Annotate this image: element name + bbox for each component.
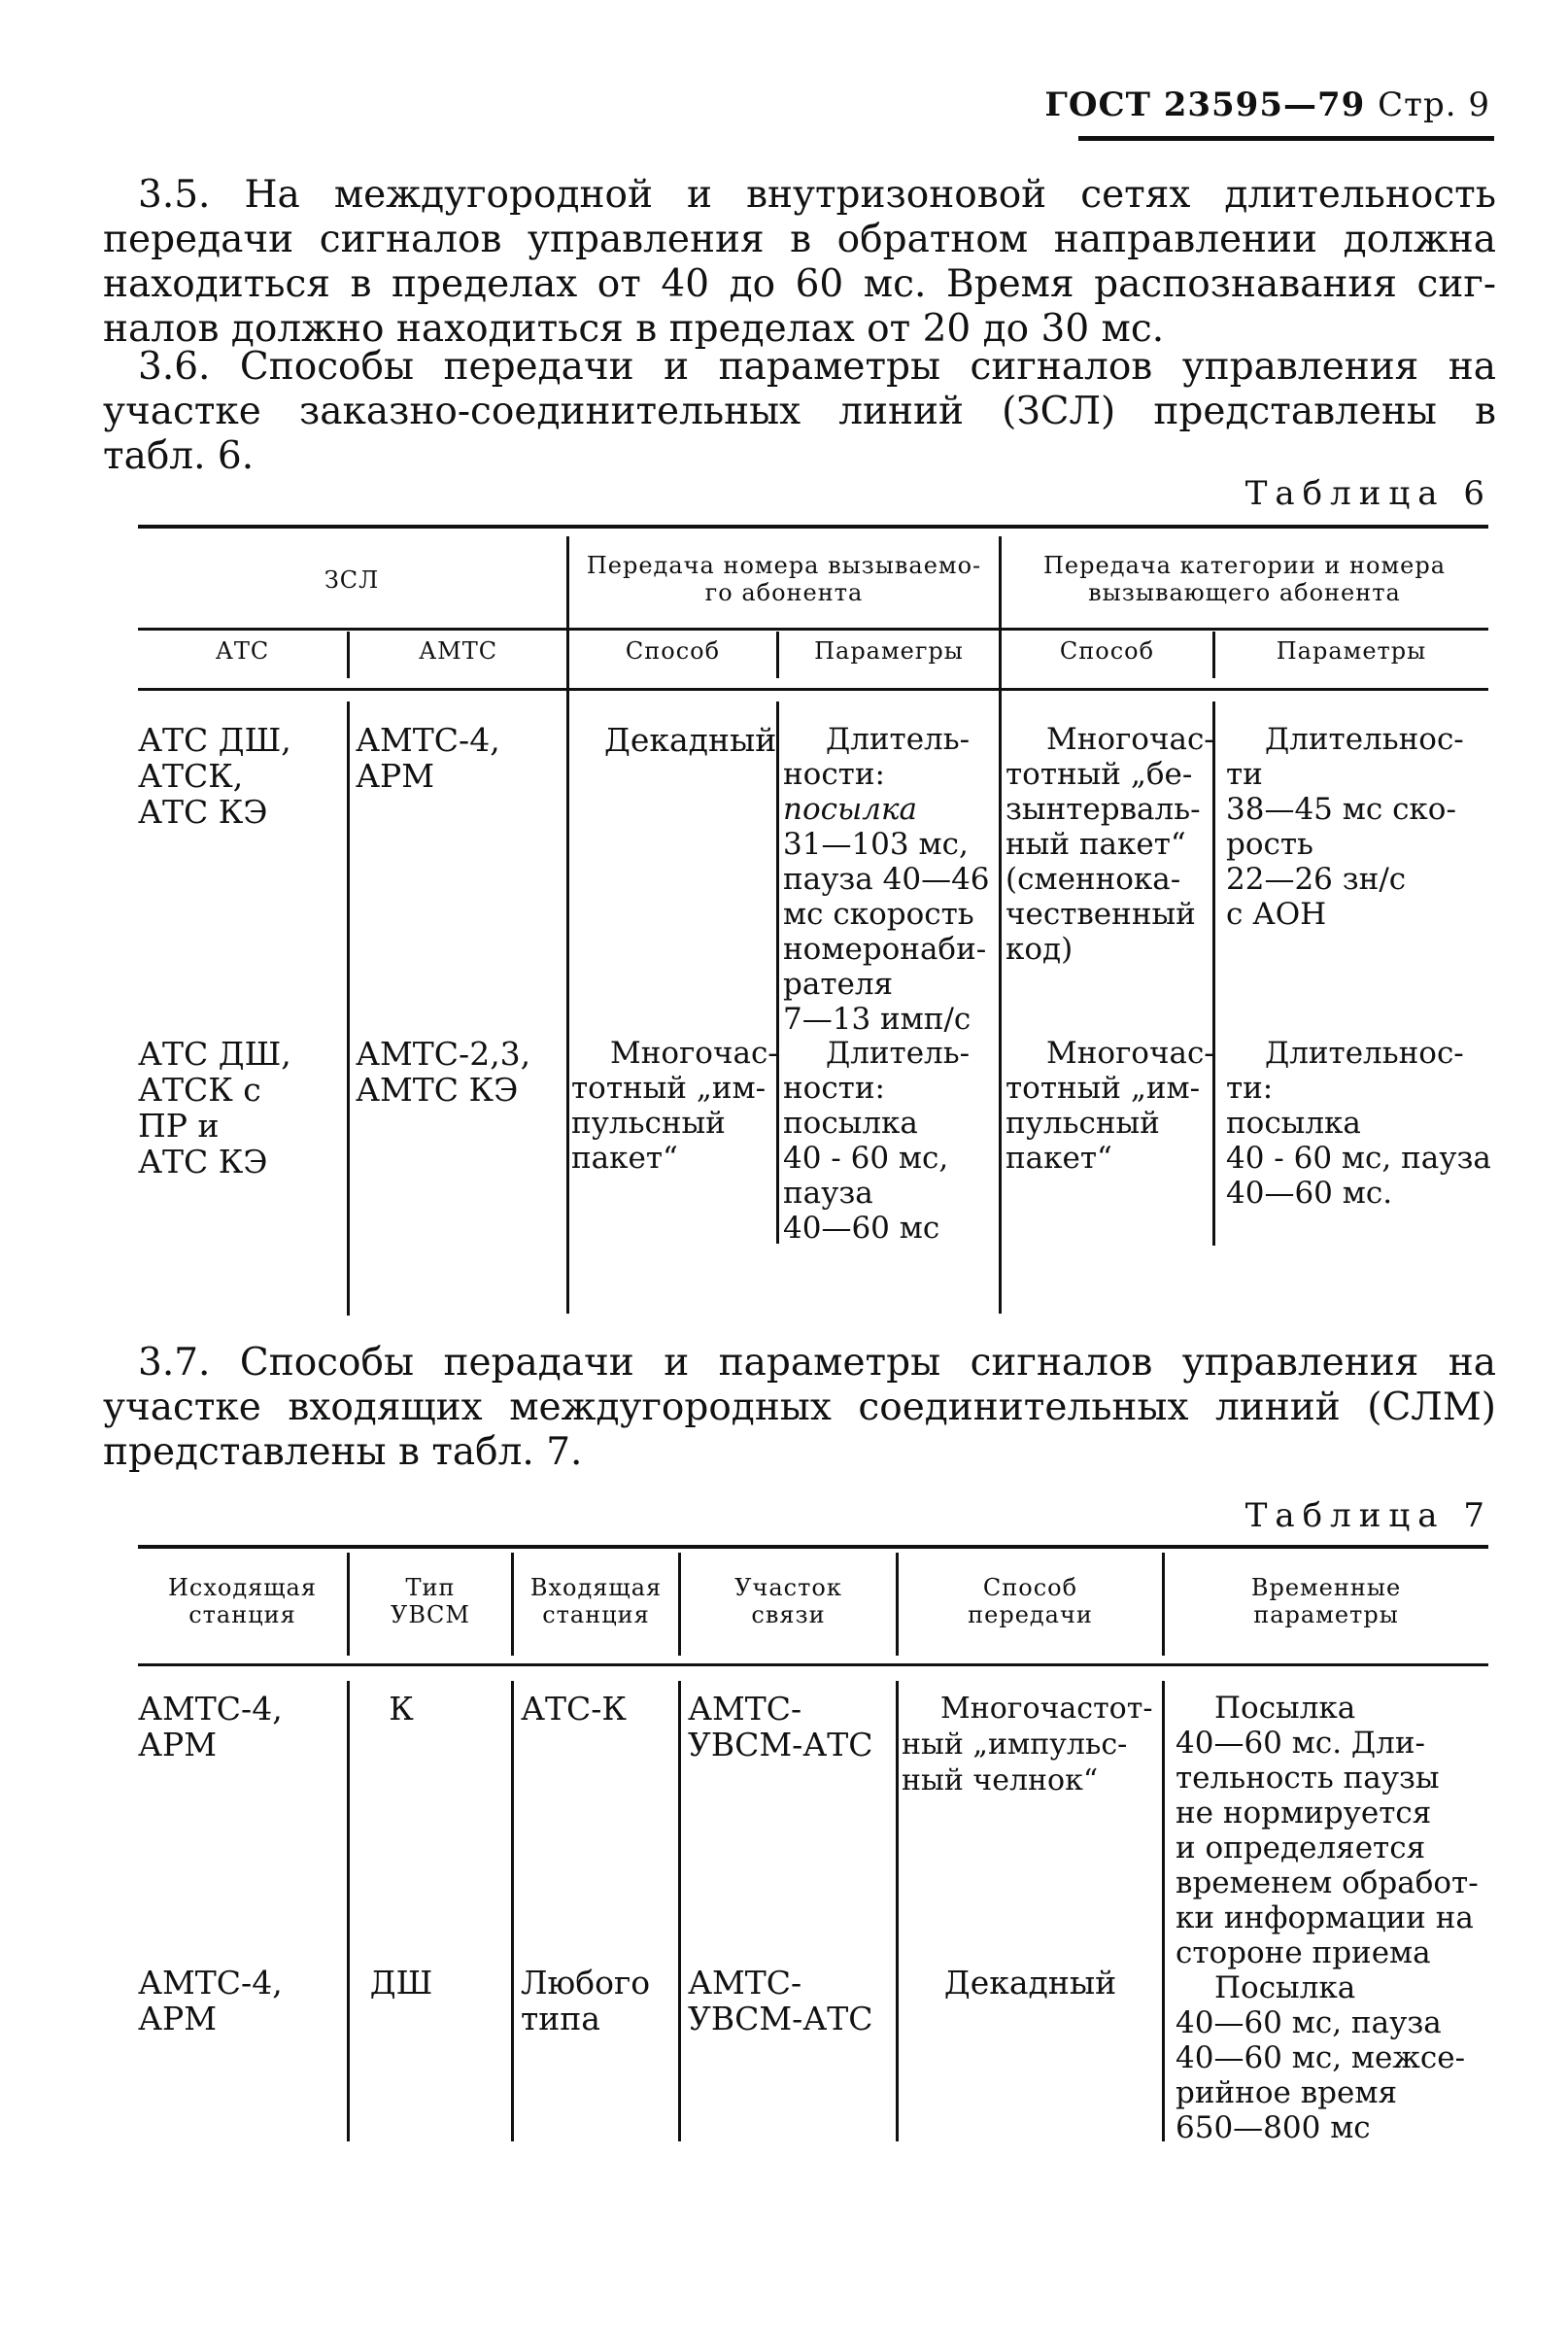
column-header-method: [899, 1574, 1162, 1628]
cell-line: с АОН: [1226, 897, 1327, 932]
cell-line: временем обработ-: [1176, 1865, 1479, 1900]
cell-line: Длитель-: [826, 1036, 971, 1071]
cell-line: Посылка: [1214, 1691, 1356, 1726]
table-cell: [571, 1036, 778, 1176]
table-rule: [138, 525, 1488, 529]
table-cell: [1006, 1036, 1214, 1176]
cell-line: Длительнос-: [1265, 1036, 1464, 1071]
header-line: Участок: [734, 1574, 842, 1601]
header-line: Передача категории и номера: [1043, 552, 1446, 579]
cell-line: АМТС-2,3,: [356, 1035, 531, 1073]
table-cell: [138, 1965, 283, 2036]
table-cell: [138, 1691, 283, 1762]
cell-line: АМТС КЭ: [356, 1071, 519, 1109]
table-cell: [604, 722, 776, 758]
table-cell: [902, 1691, 1152, 1798]
page-header: [1044, 86, 1490, 124]
column-header-method: Способ: [1059, 637, 1155, 665]
cell-line: АТС-К: [521, 1690, 627, 1728]
cell-line: ный „импульс-: [902, 1728, 1128, 1762]
table-cell: [783, 722, 990, 1037]
cell-line: пакет“: [1006, 1141, 1112, 1176]
cell-line: АМТС-: [688, 1690, 802, 1728]
table-cell: [688, 1691, 873, 1762]
table-cell: [356, 722, 500, 794]
column-header-ats: АТС: [215, 637, 270, 665]
column-header-origin: [138, 1574, 347, 1628]
cell-line: и определяется: [1176, 1831, 1426, 1865]
column-divider: [511, 1681, 514, 2141]
cell-line: 40—60 мс: [783, 1211, 940, 1246]
cell-line: АТС КЭ: [138, 793, 268, 831]
text-line: 3.5. На междугородной и внутризоновой сетях длительность: [138, 173, 1496, 217]
text-line: 3.6. Способы передачи и параметры сигналов управления на: [138, 345, 1496, 389]
cell-line: тельность паузы: [1176, 1761, 1440, 1796]
cell-line: 38—45 мс ско-: [1226, 792, 1456, 827]
header-line: Исходящая: [167, 1574, 318, 1601]
header-line: УВСМ: [391, 1601, 470, 1628]
text-line: участке входящих междугородных соединительных линий (СЛМ): [103, 1386, 1496, 1429]
cell-line: рость: [1226, 827, 1313, 862]
table-cell: [350, 1965, 453, 2001]
cell-line: АТС ДШ,: [138, 1035, 291, 1073]
cell-line: Многочас-: [610, 1036, 778, 1071]
column-divider: [1162, 1681, 1165, 2141]
table-cell: [138, 1036, 291, 1180]
cell-line: АМТС-4,: [138, 1964, 283, 2002]
text-line: налов должно находиться в пределах от 20 до 30 мс.: [103, 307, 1165, 351]
cell-line: Длительнос-: [1265, 722, 1464, 757]
cell-line: (сменнока-: [1006, 862, 1181, 897]
cell-line: не нормируется: [1176, 1796, 1432, 1831]
header-line: связи: [751, 1601, 826, 1628]
column-header-timing: [1165, 1574, 1487, 1628]
cell-line: посылка: [1226, 1106, 1361, 1141]
cell-line: ти:: [1226, 1071, 1274, 1106]
table-cell: [899, 1965, 1162, 2001]
cell-line: 7—13 имп/с: [783, 1002, 971, 1037]
cell-line: 40 - 60 мс,: [783, 1141, 949, 1176]
cell-line: мс скорость: [783, 897, 974, 932]
header-line: Временные: [1250, 1574, 1402, 1601]
cell-line: Многочас-: [1046, 722, 1214, 757]
table-rule: [138, 1663, 1488, 1666]
column-header-params: Параметры: [1276, 637, 1427, 665]
cell-line: 40—60 мс, межсе-: [1176, 2040, 1466, 2075]
column-header-amts: АМТС: [418, 637, 498, 665]
cell-line: посылка: [783, 1106, 918, 1141]
table-cell: [356, 1036, 530, 1108]
cell-line: Декадный: [943, 1964, 1117, 2002]
cell-line: ки информации на: [1176, 1900, 1474, 1935]
text-line: передачи сигналов управления в обратном направлении должна: [103, 218, 1496, 261]
cell-line: Посылка: [1214, 1970, 1356, 2005]
header-line: го абонента: [704, 579, 864, 606]
cell-line: пульсный: [571, 1106, 726, 1141]
cell-line: АТСК с: [138, 1071, 261, 1109]
cell-line: пульсный: [1006, 1106, 1160, 1141]
table-cell: [1176, 1970, 1465, 2145]
header-line: передачи: [968, 1601, 1093, 1628]
table-cell: [521, 1965, 650, 2036]
table-cell: [350, 1691, 453, 1727]
cell-line: Любого: [521, 1964, 651, 2002]
cell-line: Декадный: [604, 721, 777, 759]
column-header-params: Парамегры: [814, 637, 964, 665]
cell-line: тотный „им-: [1006, 1071, 1201, 1106]
table-cell: [1006, 722, 1214, 967]
page-number: Стр. 9: [1378, 86, 1490, 124]
cell-line: пауза 40—46: [783, 862, 990, 897]
cell-line: ДШ: [369, 1964, 433, 2002]
cell-line: тотный „им-: [571, 1071, 767, 1106]
table6-caption: Таблица 6: [1244, 474, 1492, 513]
column-divider: [678, 1681, 681, 2141]
cell-line: Длитель-: [826, 722, 971, 757]
cell-line: АТС ДШ,: [138, 721, 291, 759]
table-cell: [1176, 1691, 1479, 1970]
table-cell: [783, 1036, 970, 1246]
cell-line: стороне приема: [1176, 1935, 1431, 1970]
header-rule: [1078, 136, 1494, 141]
header-line: Входящая: [529, 1574, 663, 1601]
text-line: представлены в табл. 7.: [103, 1430, 583, 1474]
header-line: станция: [188, 1601, 296, 1628]
cell-line: код): [1006, 932, 1074, 967]
cell-line: 40—60 мс.: [1226, 1176, 1393, 1211]
table-rule: [138, 688, 1488, 691]
cell-line: АРМ: [356, 757, 434, 795]
column-header-incoming: [514, 1574, 678, 1628]
text-line: 3.7. Способы перадачи и параметры сигналов управления на: [138, 1341, 1496, 1385]
table-cell: [1226, 722, 1464, 932]
cell-line: 650—800 мс: [1176, 2110, 1371, 2145]
cell-line: АТС КЭ: [138, 1143, 268, 1181]
header-line: Передача номера вызываемо-: [586, 552, 982, 579]
cell-line: ности:: [783, 757, 885, 792]
header-line: Способ: [982, 1574, 1078, 1601]
header-line: станция: [542, 1601, 650, 1628]
cell-line: 22—26 зн/с: [1226, 862, 1407, 897]
header-line: параметры: [1253, 1601, 1399, 1628]
column-header-section: [681, 1574, 896, 1628]
cell-line: УВСМ-АТС: [688, 2000, 873, 2037]
cell-line: УВСМ-АТС: [688, 1726, 873, 1763]
cell-line: К: [389, 1690, 414, 1728]
table-cell: [1226, 1036, 1491, 1211]
header-calling-category: [1002, 552, 1487, 606]
cell-line: посылка: [783, 792, 917, 827]
text-line: табл. 6.: [103, 434, 255, 478]
cell-line: АТСК,: [138, 757, 244, 795]
header-called-number: [569, 552, 999, 606]
cell-line: зынтерваль-: [1006, 792, 1201, 827]
column-divider: [347, 1681, 350, 2141]
header-zsl: ЗСЛ: [324, 566, 380, 594]
table-cell: [521, 1691, 627, 1727]
cell-line: пакет“: [571, 1141, 678, 1176]
cell-line: 40 - 60 мс, пауза: [1226, 1141, 1491, 1176]
cell-line: рателя: [783, 967, 894, 1002]
cell-line: ности:: [783, 1071, 885, 1106]
table-cell: [688, 1965, 873, 2036]
cell-line: ти: [1226, 757, 1263, 792]
cell-line: Многочас-: [1046, 1036, 1214, 1071]
paragraph-3-6: [103, 345, 1496, 479]
text-line: участке заказно-соединительных линий (ЗСЛ) представлены в: [103, 390, 1496, 433]
table7-caption: Таблица 7: [1244, 1496, 1492, 1535]
cell-line: 40—60 мс, пауза: [1176, 2005, 1442, 2040]
column-divider: [896, 1681, 899, 2141]
cell-line: АРМ: [138, 1726, 217, 1763]
cell-line: номеронаби-: [783, 932, 987, 967]
cell-line: тотный „бе-: [1006, 757, 1193, 792]
header-line: вызывающего абонента: [1088, 579, 1401, 606]
cell-line: рийное время: [1176, 2075, 1398, 2110]
cell-line: ПР и: [138, 1107, 220, 1145]
cell-line: ный пакет“: [1006, 827, 1186, 862]
paragraph-3-7: [103, 1341, 1496, 1475]
cell-line: ный челнок“: [902, 1763, 1099, 1797]
header-line: Тип: [405, 1574, 456, 1601]
cell-line: 40—60 мс. Дли-: [1176, 1726, 1425, 1761]
cell-line: АМТС-4,: [356, 721, 500, 759]
paragraph-3-5: [103, 173, 1496, 352]
cell-line: АРМ: [138, 2000, 217, 2037]
table-rule: [138, 628, 1488, 631]
column-header-method: Способ: [625, 637, 721, 665]
cell-line: 31—103 мс,: [783, 827, 969, 862]
cell-line: АМТС-: [688, 1964, 802, 2002]
cell-line: пауза: [783, 1176, 873, 1211]
column-header-type: [350, 1574, 511, 1628]
cell-line: чественный: [1006, 897, 1196, 932]
cell-line: АМТС-4,: [138, 1690, 283, 1728]
table-rule: [138, 1545, 1488, 1549]
text-line: находиться в пределах от 40 до 60 мс. Время распознавания сиг-: [103, 262, 1496, 306]
column-divider: [347, 702, 350, 1316]
cell-line: Многочастот-: [940, 1692, 1153, 1726]
table-cell: [138, 722, 291, 830]
cell-line: типа: [521, 2000, 600, 2037]
standard-number: ГОСТ 23595—79: [1044, 86, 1366, 124]
